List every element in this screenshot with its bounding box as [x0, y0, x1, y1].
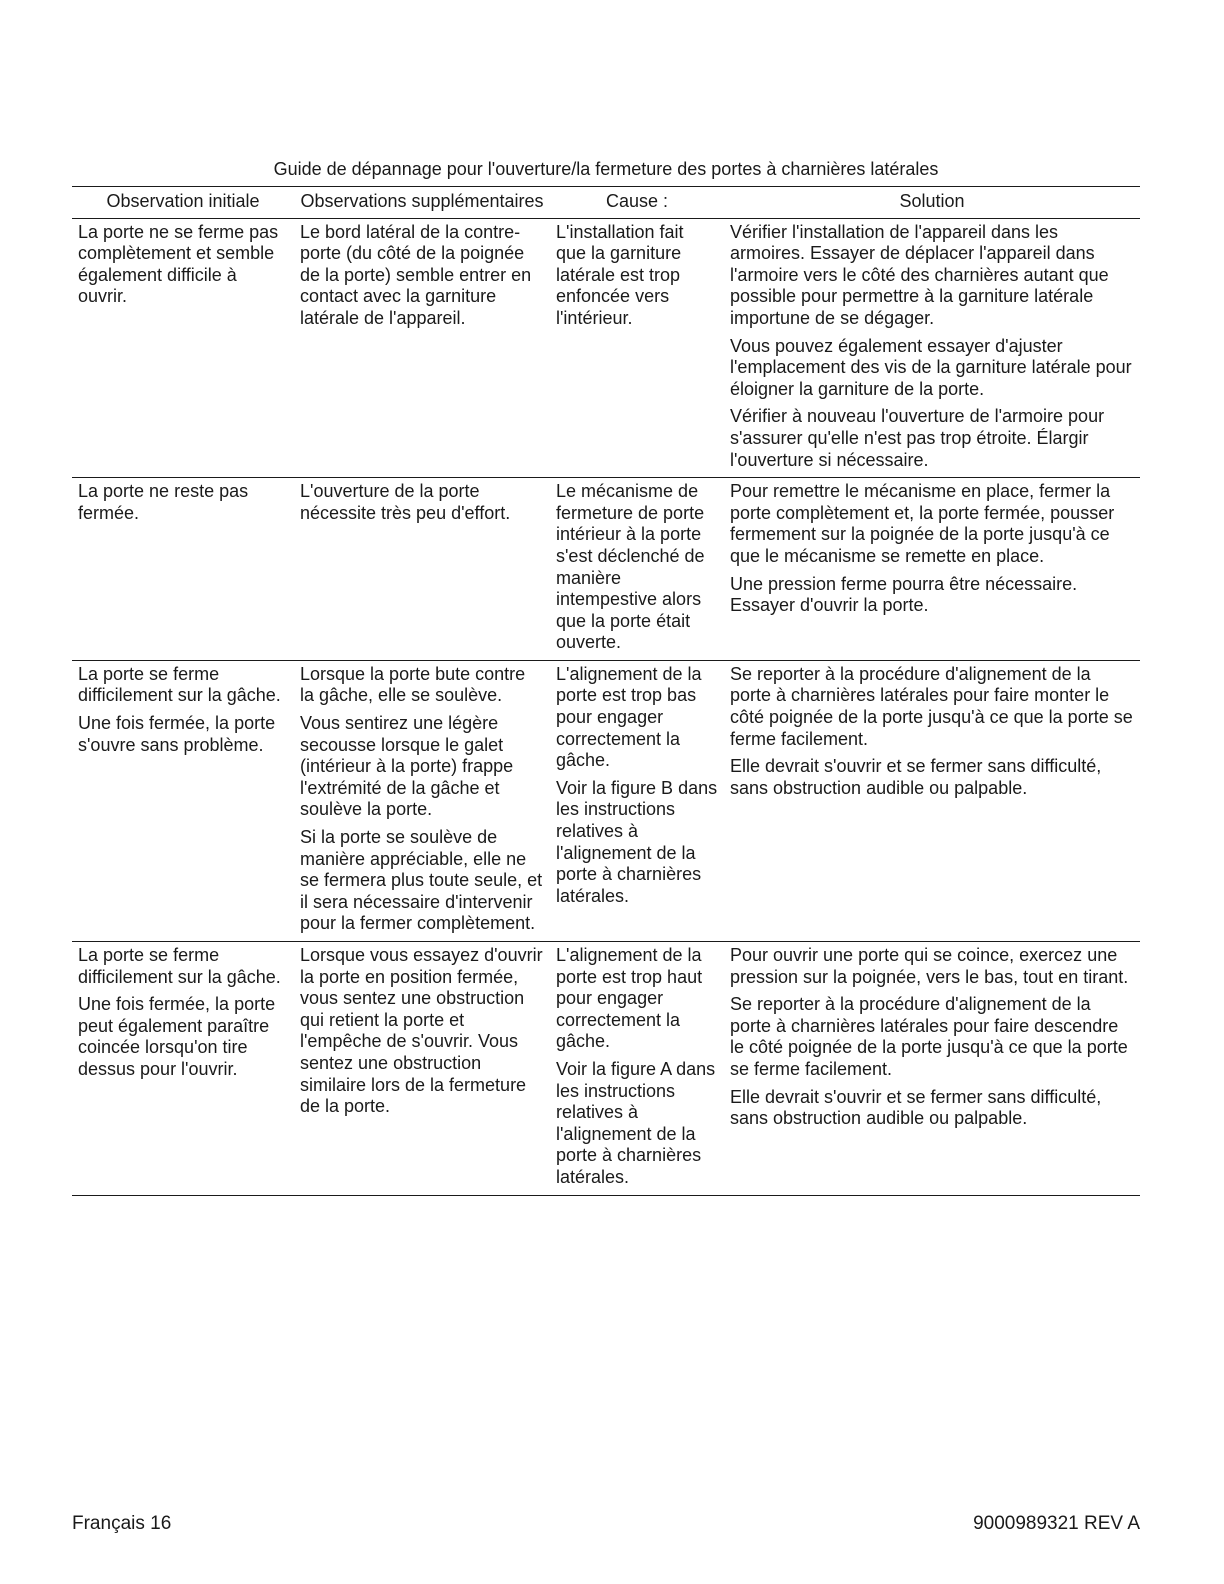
- paragraph: Lorsque vous essayez d'ouvrir la porte en position fermée, vous sentez une obstruction qui retient la porte et l'empêche de s'ouvrir. Vous sentez une obstruction similaire lors de la fermeture de la porte.: [300, 945, 543, 1117]
- cell-cause: [550, 660, 724, 941]
- cell-solution: [724, 478, 1140, 661]
- header-cause: Cause :: [605, 191, 669, 211]
- paragraph: Vérifier à nouveau l'ouverture de l'armoire pour s'assurer qu'elle n'est pas trop étroite. Élargir l'ouverture si nécessaire.: [730, 406, 1105, 470]
- paragraph: L'alignement de la porte est trop haut pour engager correctement la gâche.: [556, 945, 703, 1052]
- table-row: [72, 942, 1140, 1196]
- table-row: [72, 218, 1140, 478]
- troubleshooting-table: [72, 186, 1140, 1196]
- page-number: Français 16: [72, 1513, 172, 1534]
- cell-additional: [294, 942, 550, 1196]
- table-caption: Guide de dépannage pour l'ouverture/la fermeture des portes à charnières latérales: [273, 159, 939, 179]
- paragraph: Voir la figure A dans les instructions relatives à l'alignement de la porte à charnières latérales.: [556, 1058, 716, 1187]
- header-initial-observation: Observation initiale: [106, 191, 260, 211]
- cell-solution: [724, 660, 1140, 941]
- paragraph: L'alignement de la porte est trop bas pour engager correctement la gâche.: [556, 663, 702, 771]
- table-header-row: [72, 187, 1140, 219]
- paragraph: L'ouverture de la porte nécessite très peu d'effort.: [300, 481, 511, 523]
- paragraph: La porte ne reste pas fermée.: [78, 481, 249, 523]
- paragraph: La porte ne se ferme pas complètement et semble également difficile à ouvrir.: [78, 221, 279, 307]
- paragraph: Voir la figure B dans les instructions relatives à l'alignement de la porte à charnières latérales.: [556, 777, 718, 906]
- paragraph: Vous sentirez une légère secousse lorsque le galet (intérieur à la porte) frappe l'extrémité de la gâche et soulève la porte.: [300, 713, 514, 820]
- cell-additional: [294, 478, 550, 661]
- paragraph: Une fois fermée, la porte s'ouvre sans problème.: [78, 713, 276, 755]
- table-row: [72, 660, 1140, 941]
- cell-initial: [72, 942, 294, 1196]
- cell-additional: [294, 218, 550, 478]
- header-additional-observations: Observations supplémentaires: [300, 191, 544, 211]
- paragraph: Vous pouvez également essayer d'ajuster l'emplacement des vis de la garniture latérale pour éloigner la garniture de la porte.: [730, 335, 1132, 399]
- paragraph: Se reporter à la procédure d'alignement de la porte à charnières latérales pour faire monter le côté poignée de la porte jusqu'à ce que la porte se ferme facilement.: [730, 663, 1133, 749]
- paragraph: Une pression ferme pourra être nécessaire. Essayer d'ouvrir la porte.: [730, 573, 1078, 616]
- document-revision: 9000989321 REV A: [973, 1513, 1140, 1534]
- cell-initial: [72, 660, 294, 941]
- cell-cause: [550, 478, 724, 661]
- paragraph: Lorsque la porte bute contre la gâche, elle se soulève.: [300, 663, 526, 706]
- paragraph: Le bord latéral de la contre-porte (du côté de la poignée de la porte) semble entrer en contact avec la garniture latérale de l'appareil.: [300, 221, 532, 328]
- paragraph: Elle devrait s'ouvrir et se fermer sans difficulté, sans obstruction audible ou palpable.: [730, 1086, 1102, 1129]
- paragraph: Elle devrait s'ouvrir et se fermer sans difficulté, sans obstruction audible ou palpable.: [730, 756, 1102, 798]
- paragraph: Une fois fermée, la porte peut également paraître coincée lorsqu'on tire dessus pour l'ouvrir.: [78, 994, 276, 1079]
- cell-cause: [550, 218, 724, 478]
- cell-solution: [724, 218, 1140, 478]
- paragraph: Pour remettre le mécanisme en place, fermer la porte complètement et, la porte fermée, pousser fermement sur la poignée de la porte jusqu'à ce que le mécanisme se remette en place.: [730, 481, 1115, 566]
- cell-additional: [294, 660, 550, 941]
- header-solution: Solution: [899, 191, 965, 211]
- cell-initial: [72, 478, 294, 661]
- paragraph: La porte se ferme difficilement sur la gâche.: [78, 945, 281, 987]
- paragraph: L'installation fait que la garniture latérale est trop enfoncée vers l'intérieur.: [556, 221, 684, 328]
- paragraph: Si la porte se soulève de manière appréciable, elle ne se fermera plus toute seule, et il sera nécessaire d'intervenir pour la fermer complètement.: [300, 827, 543, 934]
- paragraph: Le mécanisme de fermeture de porte intérieur à la porte s'est déclenché de manière intempestive alors que la porte était ouverte.: [556, 481, 705, 653]
- paragraph: La porte se ferme difficilement sur la gâche.: [78, 663, 281, 706]
- cell-cause: [550, 942, 724, 1196]
- paragraph: Pour ouvrir une porte qui se coince, exercez une pression sur la poignée, vers le bas, tout en tirant.: [730, 945, 1129, 987]
- table-row: [72, 478, 1140, 661]
- paragraph: Se reporter à la procédure d'alignement de la porte à charnières latérales pour faire descendre le côté poignée de la porte jusqu'à ce que la porte se ferme facilement.: [730, 994, 1128, 1079]
- paragraph: Vérifier l'installation de l'appareil dans les armoires. Essayer de déplacer l'appareil dans l'armoire vers le côté des charnières autant que possible pour permettre à la garniture latérale importune de se dégager.: [730, 221, 1109, 328]
- cell-initial: [72, 218, 294, 478]
- cell-solution: [724, 942, 1140, 1196]
